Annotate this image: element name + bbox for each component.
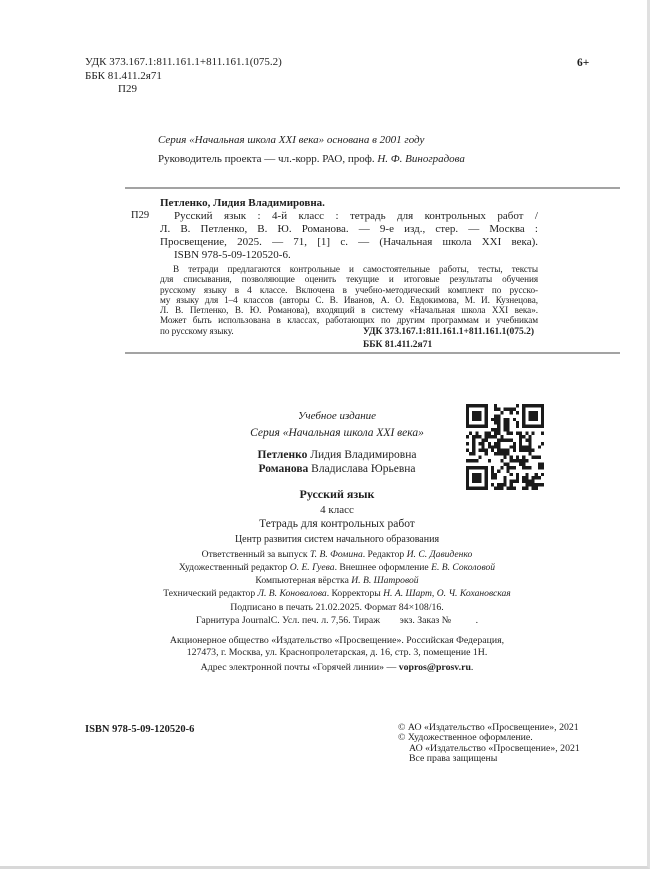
annotation-line: по русскому языку.: [160, 325, 234, 336]
staff-line: Художественный редактор О. Е. Гуева. Внешнее оформление Е. В. Соколовой: [178, 562, 496, 573]
staff-line: Ответственный за выпуск Т. В. Фомина. Редактор И. С. Давиденко: [201, 549, 473, 560]
series-founded-note: Серия «Начальная школа XXI века» основана в 2001 году: [158, 134, 425, 146]
bib-line: Просвещение, 2025. — 71, [1] с. — (Начальная школа XXI века).: [160, 236, 538, 248]
publisher-line: Акционерное общество «Издательство «Просвещение». Российская Федерация,: [169, 635, 505, 646]
udk-code-bold: УДК 373.167.1:811.161.1+811.161.1(075.2): [363, 327, 535, 337]
age-rating-badge: 6+: [577, 57, 590, 69]
catalog-card-sign: П29: [131, 210, 150, 221]
top-classification-block: [85, 56, 282, 97]
qr-code: [466, 404, 544, 490]
staff-line: Компьютерная вёрстка И. В. Шатровой: [255, 575, 419, 586]
catalog-card: [160, 197, 538, 336]
copyright-line: © АО «Издательство «Просвещение», 2021: [398, 722, 579, 733]
bbk-code: ББК 81.411.2я71: [85, 69, 162, 82]
bbk-code-bold: ББК 81.411.2я71: [363, 339, 433, 350]
isbn-line: ISBN 978-5-09-120520-6.: [174, 249, 291, 261]
catalog-author-heading: Петленко, Лидия Владимировна.: [160, 197, 325, 209]
annotation-line: русскому языку в 4 классе. Включена в учебно-методический комплект по русско-: [160, 284, 538, 295]
udk-code: УДК 373.167.1:811.161.1+811.161.1(075.2): [85, 56, 282, 68]
copyright-line: АО «Издательство «Просвещение», 2021: [409, 742, 580, 754]
project-lead-line: Руководитель проекта — чл.-корр. РАО, проф. Н. Ф. Виноградова: [158, 153, 465, 165]
author-sign-code: П29: [118, 83, 137, 95]
publisher-address-line: 127473, г. Москва, ул. Краснопролетарская, д. 16, стр. 3, помещение 1Н.: [186, 647, 488, 658]
bib-line: Л. В. Петленко, В. Ю. Романова. — 9-е изд., стер. — Москва :: [160, 223, 538, 235]
footer-isbn: ISBN 978-5-09-120520-6: [85, 724, 195, 735]
annotation-line: Может быть использована в классах, работающих по другим программам и учебникам: [160, 315, 538, 326]
annotation-line: Л. В. Петленко, В. Ю. Романова), входящий в систему «Начальная школа XXI века».: [160, 305, 538, 316]
book-title: Русский язык: [299, 487, 375, 501]
edition-author-1: Петленко Лидия Владимировна: [257, 449, 417, 461]
copyright-line: © Художественное оформление.: [398, 732, 533, 744]
book-grade: 4 класс: [320, 504, 354, 516]
qr-code-image: [466, 404, 544, 490]
hotline-email-line: Адрес электронной почты «Горячей линии» — vopros@prosv.ru.: [200, 662, 474, 673]
typeface-line: Гарнитура JournalC. Усл. печ. л. 7,56. Тираж экз. Заказ № .: [195, 615, 479, 626]
catalog-codes-block: [363, 326, 534, 351]
edition-series: Серия «Начальная школа XXI века»: [250, 427, 424, 439]
copyright-line: Все права защищены: [409, 752, 498, 764]
copyright-block: [398, 723, 580, 764]
annotation-line: му языку для 1–4 классов (авторы С. В. Иванов, А. О. Евдокимова, М. И. Кузнецова,: [160, 294, 538, 305]
edition-kind: Учебное издание: [297, 410, 377, 422]
print-date-line: Подписано в печать 21.02.2025. Формат 84×108/16.: [230, 602, 444, 613]
divider-middle: [125, 352, 620, 354]
annotation-line: В тетради предлагаются контрольные и самостоятельные работы, тесты, тексты: [173, 264, 538, 274]
divider-top: [125, 187, 620, 189]
annotation-line: для списывания, позволяющие оценить текущие и итоговые результаты обучения: [160, 274, 538, 285]
book-subtitle: Тетрадь для контрольных работ: [259, 518, 415, 530]
edition-author-2: Романова Владислава Юрьевна: [258, 463, 416, 475]
development-center-line: Центр развития систем начального образования: [234, 534, 440, 545]
staff-line: Технический редактор Л. В. Коновалова. Корректоры Н. А. Шарт, О. Ч. Кохановская: [163, 588, 511, 599]
bib-line: Русский язык : 4-й класс : тетрадь для контрольных работ /: [174, 210, 538, 222]
